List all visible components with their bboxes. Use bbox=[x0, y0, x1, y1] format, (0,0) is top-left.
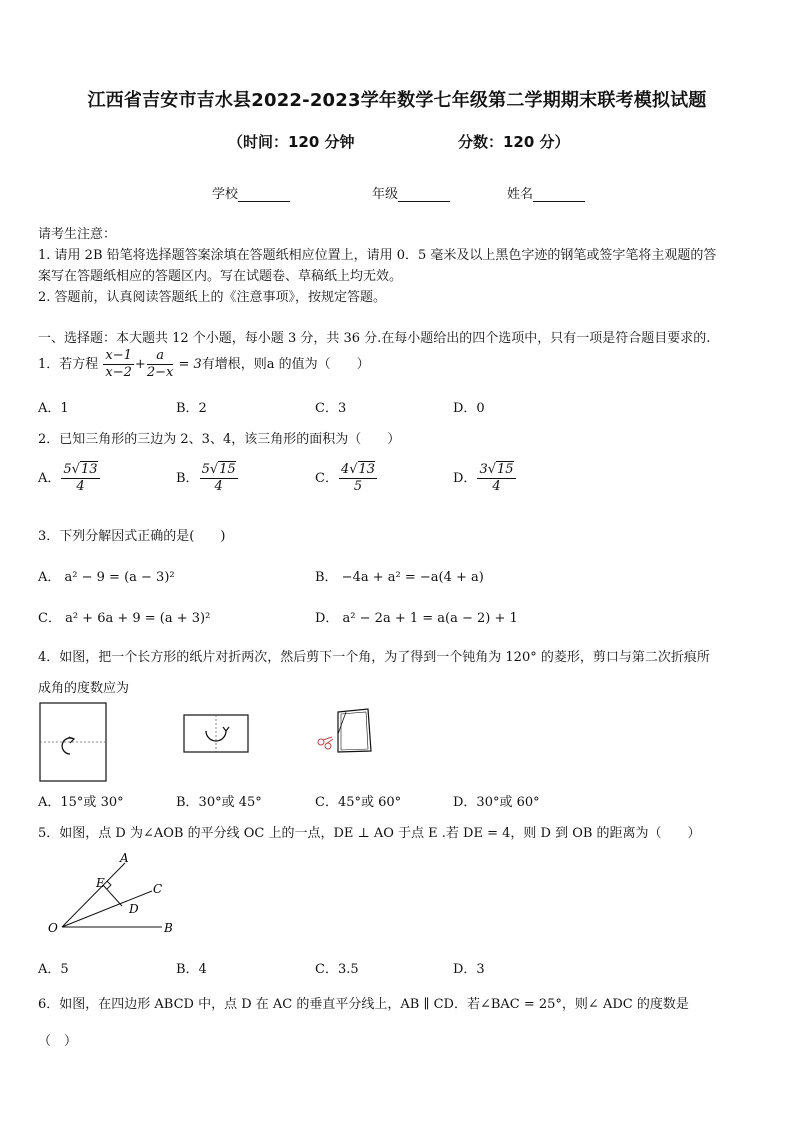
q2-c-fraction: $\frac{4√13}{5}$ bbox=[340, 462, 376, 494]
name-field[interactable] bbox=[507, 183, 585, 202]
q3-option-b[interactable]: B． −4a + a² = −a(4 + a) bbox=[315, 570, 484, 585]
name-blank[interactable] bbox=[533, 188, 585, 202]
q5-label-c: C bbox=[153, 882, 163, 896]
question-4-line2: 成角的度数应为 bbox=[38, 681, 130, 696]
school-label: 学校 bbox=[212, 187, 239, 202]
question-5: 5．如图，点 D 为∠AOB 的平分线 OC 上的一点，DE ⊥ AO 于点 E .若 DE = 4，则 D 到 OB 的距离为（ ） bbox=[38, 826, 701, 841]
q1-option-a[interactable]: A．1 bbox=[38, 401, 69, 416]
q5-option-c[interactable]: C．3.5 bbox=[315, 962, 359, 977]
q5-option-d[interactable]: D．3 bbox=[453, 962, 485, 977]
notes-item1-line1: 1. 请用 2B 铅笔将选择题答案涂填在答题纸相应位置上，请用 0．5 毫米及以上黑色字迹的钢笔或签字笔将主观题的答 bbox=[38, 248, 717, 263]
grade-label: 年级 bbox=[372, 187, 399, 202]
question-3: 3．下列分解因式正确的是( ) bbox=[38, 529, 226, 544]
q1-option-d[interactable]: D．0 bbox=[453, 401, 485, 416]
q1-option-c[interactable]: C．3 bbox=[315, 401, 347, 416]
exam-time: （时间：120 分钟 bbox=[228, 133, 355, 151]
q2-option-d[interactable]: D． $\frac{3√15}{4}$ bbox=[453, 462, 514, 494]
question-6-line1: 6．如图，在四边形 ABCD 中，点 D 在 AC 的垂直平分线上，AB ∥ CD．若∠BAC = 25°，则∠ ADC 的度数是 bbox=[38, 997, 689, 1012]
notes-heading: 请考生注意： bbox=[38, 227, 117, 242]
q4-figure-cut bbox=[316, 706, 376, 756]
q4-figure-folded bbox=[182, 713, 250, 755]
q3-option-d[interactable]: D． a² − 2a + 1 = a(a − 2) + 1 bbox=[315, 611, 518, 626]
grade-blank[interactable] bbox=[398, 188, 450, 202]
q1-suffix: 有增根，则a 的值为（ ） bbox=[201, 357, 370, 372]
q5-figure bbox=[40, 850, 190, 940]
q4-figure-paper bbox=[38, 702, 110, 784]
q1-plus: + bbox=[134, 357, 146, 372]
school-field[interactable] bbox=[212, 183, 290, 202]
grade-field[interactable] bbox=[372, 183, 450, 202]
q3-option-a[interactable]: A． a² − 9 = (a − 3)² bbox=[38, 570, 175, 585]
question-6-line2: （ ） bbox=[38, 1034, 78, 1049]
q1-option-b[interactable]: B．2 bbox=[176, 401, 207, 416]
section-heading: 一、选择题：本大题共 12 个小题，每小题 3 分，共 36 分.在每小题给出的四个选项中，只有一项是符合题目要求的. bbox=[38, 331, 711, 346]
q1-equals: = 3 bbox=[178, 357, 202, 372]
q5-label-o: O bbox=[48, 921, 58, 935]
school-blank[interactable] bbox=[238, 188, 290, 202]
q1-prefix: 1．若方程 bbox=[38, 357, 99, 372]
q4-option-d[interactable]: D．30°或 60° bbox=[453, 795, 540, 810]
notes-block bbox=[38, 224, 763, 308]
q2-d-fraction: $\frac{3√15}{4}$ bbox=[479, 462, 514, 494]
q5-option-b[interactable]: B．4 bbox=[176, 962, 207, 977]
q5-label-e: E bbox=[96, 876, 105, 890]
question-4-line1: 4．如图，把一个长方形的纸片对折两次，然后剪下一个角，为了得到一个钝角为 120° 的菱形，剪口与第二次折痕所 bbox=[38, 650, 710, 665]
q4-option-c[interactable]: C．45°或 60° bbox=[315, 795, 402, 810]
q5-label-b: B bbox=[164, 921, 173, 935]
q1-fraction-1: $\frac{x-1}{x-2}$ bbox=[105, 348, 132, 380]
exam-score: 分数：120 分） bbox=[458, 133, 570, 151]
exam-title: 江西省吉安市吉水县2022-2023学年数学七年级第二学期期末联考模拟试题 bbox=[87, 90, 707, 111]
q2-option-b[interactable]: B． $\frac{5√15}{4}$ bbox=[176, 462, 236, 494]
q5-label-a: A bbox=[120, 851, 129, 865]
q2-option-a[interactable]: A． $\frac{5√13}{4}$ bbox=[38, 462, 98, 494]
q2-option-c[interactable]: C． $\frac{4√13}{5}$ bbox=[315, 462, 376, 494]
notes-item2: 2. 答题前，认真阅读答题纸上的《注意事项》，按规定答题。 bbox=[38, 290, 387, 305]
notes-item1-line2: 案写在答题纸相应的答题区内。写在试题卷、草稿纸上均无效。 bbox=[38, 269, 403, 284]
question-1 bbox=[38, 348, 370, 381]
q4-option-a[interactable]: A．15°或 30° bbox=[38, 795, 124, 810]
q3-option-c[interactable]: C． a² + 6a + 9 = (a + 3)² bbox=[38, 611, 211, 626]
q1-fraction-2: $\frac{a}{2-x}$ bbox=[146, 348, 174, 380]
q4-option-b[interactable]: B．30°或 45° bbox=[176, 795, 262, 810]
name-label: 姓名 bbox=[507, 187, 534, 202]
q2-b-fraction: $\frac{5√15}{4}$ bbox=[201, 462, 236, 494]
q5-option-a[interactable]: A．5 bbox=[38, 962, 69, 977]
q2-a-fraction: $\frac{5√13}{4}$ bbox=[63, 462, 98, 494]
q5-label-d: D bbox=[129, 902, 139, 916]
question-2: 2．已知三角形的三边为 2、3、4，该三角形的面积为（ ） bbox=[38, 432, 401, 447]
